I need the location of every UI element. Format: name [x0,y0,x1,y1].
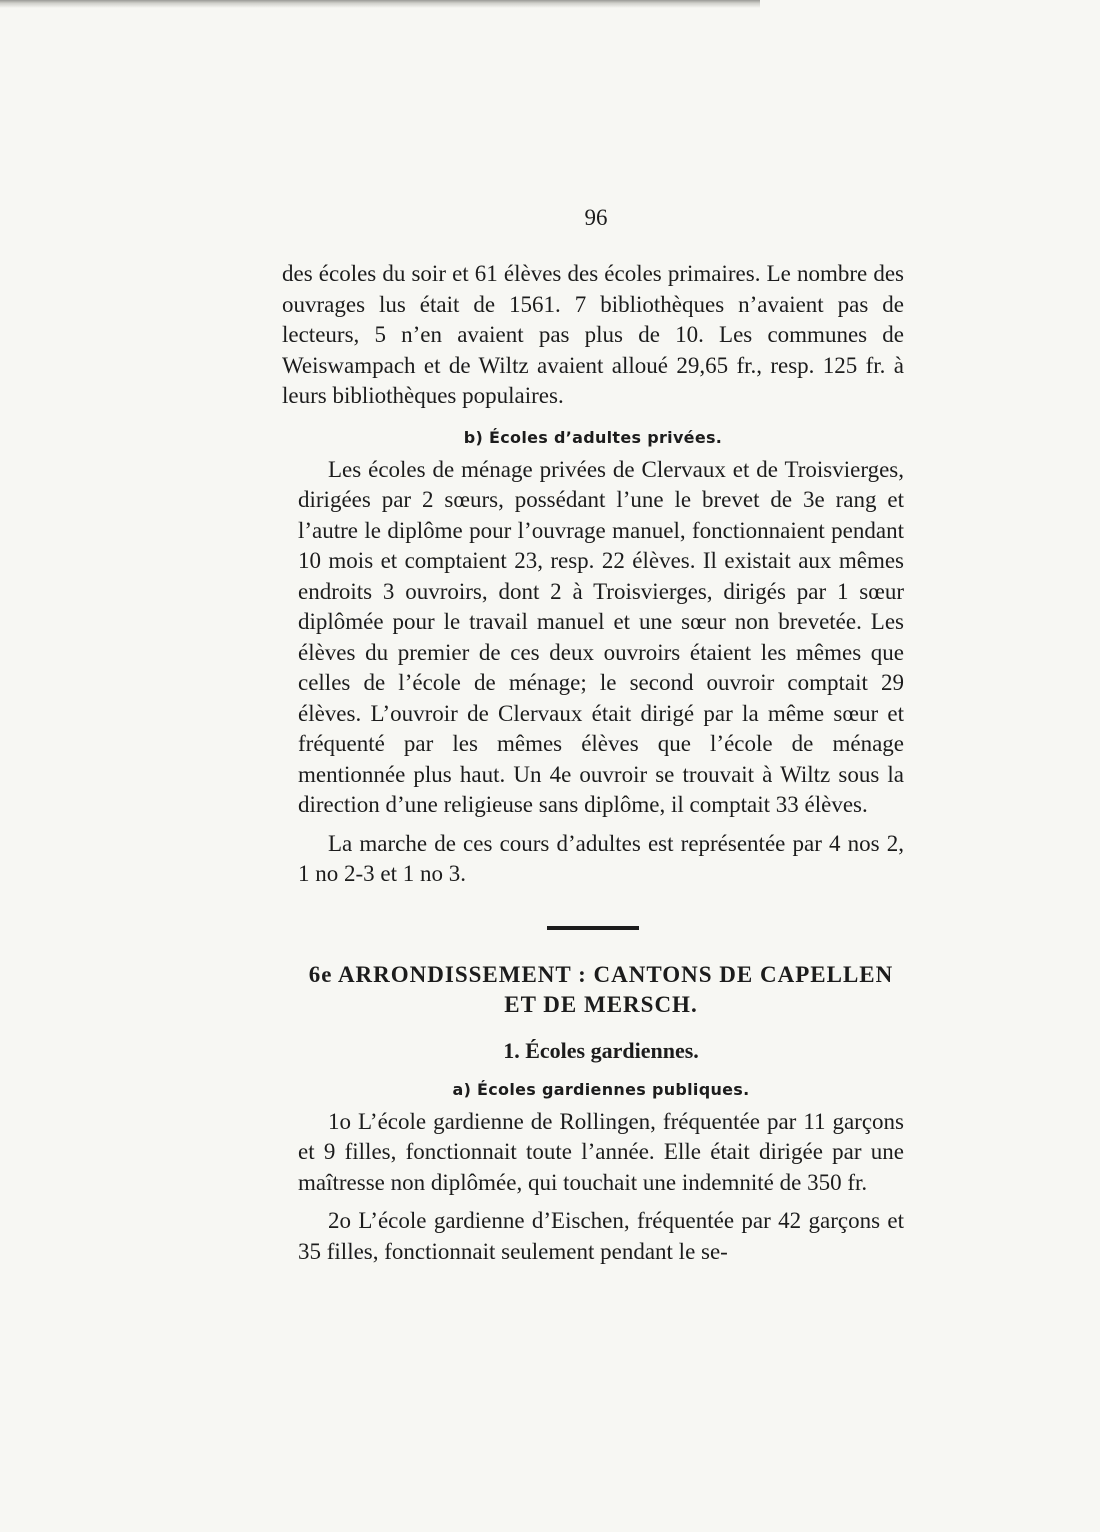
paragraph-ecoles-menage: Les écoles de ménage privées de Clervaux et de Troisvierges, dirigées par 2 sœurs, possédant l’une le brevet de 3e rang et l’autre le diplôme pour l’ouvrage manuel, fonctionnaient pendant 10 mois et comptaient 23, resp. 22 élèves. Il existait aux mêmes endroits 3 ouvroirs, dont 2 à Troisvierges, dirigés par 1 sœur diplômée pour le travail manuel et une sœur non brevetée. Les élèves du premier de ces deux ouvroirs étaient les mêmes que celles de l’école de ménage; le second ouvroir comptait 29 élèves. L’ouvroir de Clervaux était dirigé par la même sœur et fréquenté par les mêmes élèves que l’école de ménage mentionnée plus haut. Un 4e ouvroir se trouvait à Wiltz sous la direction d’une religieuse sans diplôme, il comptait 33 élèves. [298,456,904,817]
document-page [282,205,904,1267]
section-6-body [298,1107,904,1268]
section-title [298,960,904,1020]
section-title-line-2: ET DE MERSCH. [504,991,698,1017]
subsection-heading-b: b) Écoles d’adultes privées. [463,427,723,447]
subsection-b-body [298,455,904,890]
section-divider-rule [547,926,639,930]
paragraph-marche-cours: La marche de ces cours d’adultes est représentée par 4 nos 2, 1 no 2-3 et 1 no 3. [298,830,904,886]
scan-edge [0,0,760,8]
paragraph-continuation: des écoles du soir et 61 élèves des écoles primaires. Le nombre des ouvrages lus était de 1561. 7 bibliothèques n’avaient pas de lecteurs, 5 n’en avaient pas plus de 10. Les communes de Weiswampach et de Wiltz avaient alloué 29,65 fr., resp. 125 fr. à leurs bibliothèques populaires. [282,261,904,408]
paragraph-eischen: 2o L’école gardienne d’Eischen, fréquentée par 42 garçons et 35 filles, fonctionnait seulement pendant le se- [298,1208,904,1264]
paragraph-rollingen: 1o L’école gardienne de Rollingen, fréquentée par 11 garçons et 9 filles, fonctionnait toute l’année. Elle était dirigée par une maîtresse non diplômée, qui touchait une indemnité de 350 fr. [298,1108,904,1195]
section-title-line-1: 6e ARRONDISSEMENT : CANTONS DE CAPELLEN [308,961,894,987]
heading-ecoles-gardiennes: 1. Écoles gardiennes. [503,1037,699,1063]
subheading-ecoles-gardiennes-publiques: a) Écoles gardiennes publiques. [452,1079,750,1099]
page-number: 96 [584,205,608,230]
